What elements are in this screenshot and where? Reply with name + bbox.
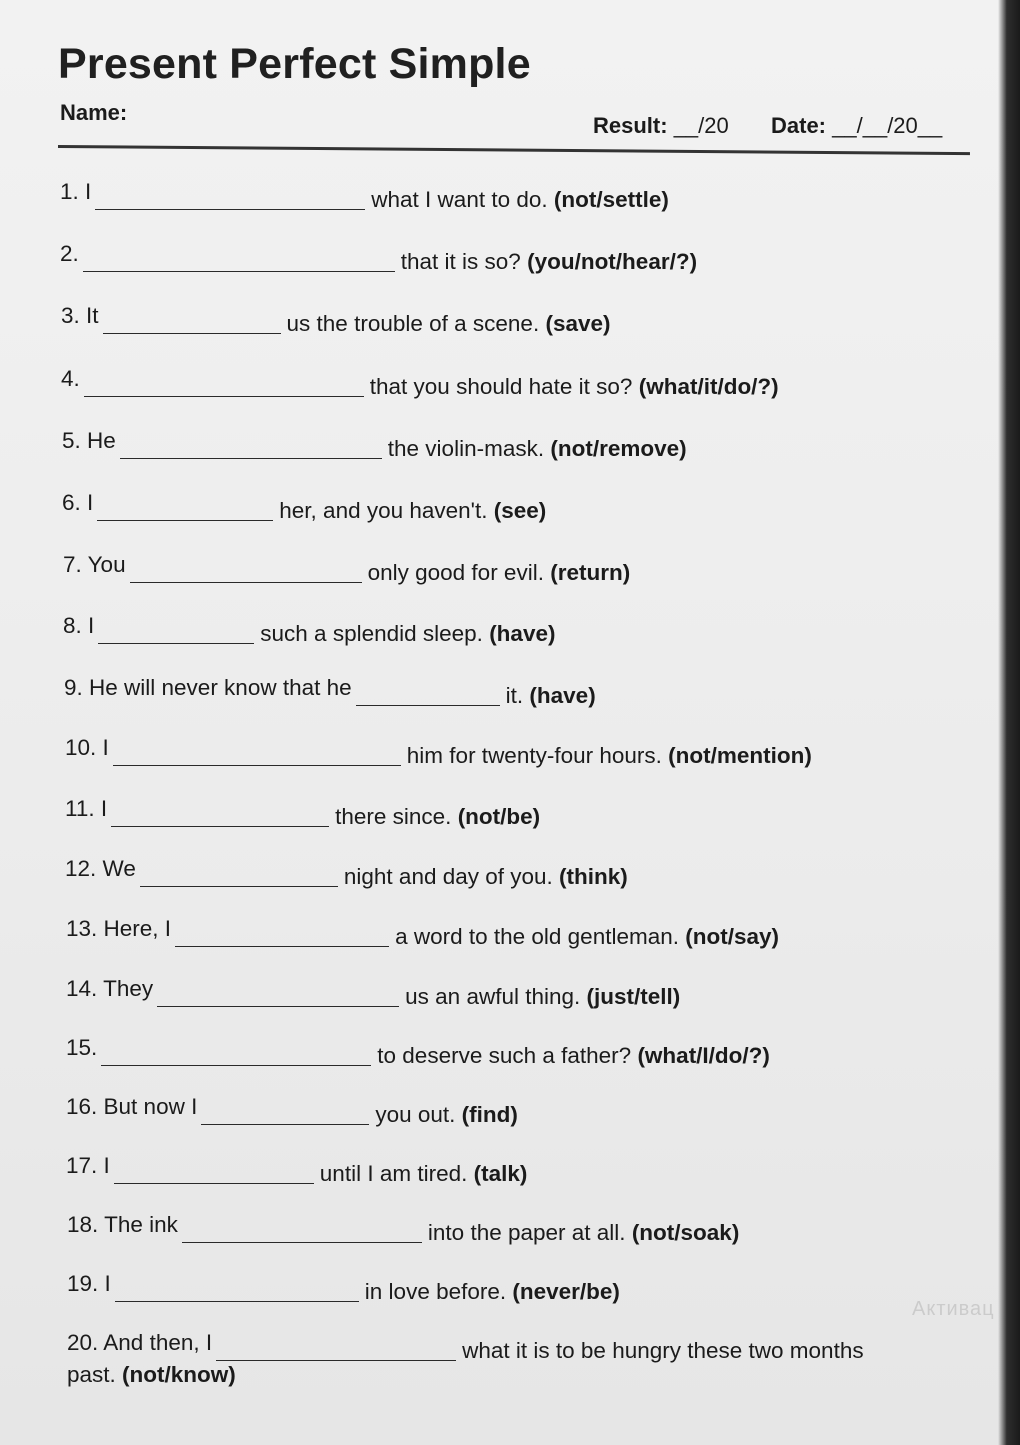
exercise-item — [66, 1152, 528, 1186]
date-value: __/__/20__ — [832, 113, 943, 138]
item-sentence-rest — [370, 373, 779, 401]
name-label: Name: — [60, 100, 128, 125]
item-number: 15. — [66, 1035, 98, 1060]
answer-blank[interactable] — [114, 1159, 314, 1184]
answer-blank[interactable] — [98, 619, 254, 644]
date-label: Date: — [771, 113, 827, 138]
exercise-item — [60, 240, 698, 274]
item-trailing-text: until I am tired. — [319, 1161, 468, 1186]
item-number: 6. — [62, 490, 81, 515]
item-lead-text: I — [97, 1153, 110, 1178]
item-trailing-text: such a splendid sleep. — [260, 621, 483, 646]
verb-hint: (what/it/do/?) — [632, 374, 779, 399]
item-sentence-rest — [377, 1042, 770, 1070]
result-value: __/20 — [673, 113, 729, 138]
answer-blank[interactable] — [356, 681, 500, 706]
verb-hint: (not/say) — [679, 924, 780, 949]
item-lead-text: I — [98, 1271, 111, 1296]
verb-hint: (return) — [543, 560, 631, 585]
verb-hint: (have) — [482, 621, 556, 646]
answer-blank[interactable] — [120, 434, 382, 459]
item-lead-text: He — [80, 428, 116, 453]
item-prefix — [62, 427, 116, 455]
item-lead-text: But now I — [97, 1094, 198, 1119]
item-prefix — [61, 302, 99, 330]
item-prefix — [61, 365, 80, 393]
item-lead-text: It — [79, 303, 99, 328]
item-lead-text: I — [81, 613, 95, 638]
exercise-item — [67, 1329, 864, 1363]
result-date-line — [593, 113, 942, 139]
item-trailing-text: the violin-mask. — [387, 436, 545, 461]
exercise-item — [63, 551, 631, 585]
item-number: 8. — [63, 613, 82, 638]
item-sentence-rest — [371, 186, 669, 214]
exercise-item — [63, 612, 556, 646]
answer-blank[interactable] — [111, 802, 329, 827]
verb-hint: (not/settle) — [547, 187, 669, 212]
item-trailing-text: us an awful thing. — [405, 984, 581, 1009]
answer-blank[interactable] — [157, 982, 399, 1007]
item-sentence-rest — [405, 983, 680, 1011]
exercise-item — [65, 734, 812, 768]
item-sentence-rest — [388, 435, 687, 463]
item-20-continuation — [67, 1362, 236, 1388]
item-prefix — [63, 612, 94, 640]
verb-hint: (you/not/hear/?) — [520, 249, 698, 274]
item-lead-text: I — [94, 796, 108, 821]
item-trailing-text: only good for evil. — [367, 560, 544, 585]
item-number: 14. — [66, 976, 98, 1001]
item-trailing-text: there since. — [335, 804, 452, 829]
answer-blank[interactable] — [101, 1041, 371, 1066]
exercise-item — [60, 178, 669, 212]
worksheet-title: Present Perfect Simple — [58, 40, 531, 88]
verb-hint: (not/remove) — [544, 436, 687, 461]
item-prefix — [64, 674, 352, 702]
verb-hint: (just/tell) — [580, 984, 681, 1009]
answer-blank[interactable] — [97, 496, 273, 521]
exercise-item — [66, 975, 681, 1009]
item-lead-text: He will never know that he — [82, 675, 352, 700]
item-number: 3. — [61, 303, 80, 328]
item-sentence-rest — [335, 803, 540, 831]
header-divider — [58, 145, 970, 155]
verb-hint: (not/be) — [451, 804, 541, 829]
item-trailing-text: us the trouble of a scene. — [286, 311, 540, 336]
item-number: 7. — [63, 552, 82, 577]
exercise-item — [66, 915, 780, 949]
item-trailing-text: night and day of you. — [343, 864, 553, 889]
item-number: 13. — [66, 916, 98, 941]
answer-blank[interactable] — [83, 247, 395, 272]
exercise-item — [67, 1270, 620, 1304]
item-sentence-rest — [320, 1160, 528, 1188]
verb-hint: (think) — [552, 864, 628, 889]
item-number: 10. — [65, 735, 97, 760]
item-sentence-rest — [506, 682, 596, 710]
item-prefix — [66, 975, 153, 1003]
item-trailing-text: her, and you haven't. — [279, 498, 488, 523]
exercise-item — [61, 365, 779, 399]
item-number: 18. — [67, 1212, 99, 1237]
verb-hint: (see) — [487, 498, 547, 523]
item-sentence-rest — [260, 620, 555, 648]
item-sentence-rest — [368, 559, 631, 587]
item-lead-text: We — [96, 856, 136, 881]
item-trailing-text: that you should hate it so? — [369, 374, 633, 399]
verb-hint: (not/soak) — [625, 1220, 740, 1245]
item-prefix — [66, 1093, 197, 1121]
item-number: 12. — [65, 856, 97, 881]
item-prefix — [60, 240, 79, 268]
item-trailing-text: it. — [505, 683, 524, 708]
item-lead-text: The ink — [98, 1212, 178, 1237]
answer-blank[interactable] — [201, 1100, 369, 1125]
item-number: 5. — [62, 428, 81, 453]
verb-hint: (have) — [523, 683, 596, 708]
item-prefix — [66, 1152, 110, 1180]
verb-hint: (save) — [539, 311, 611, 336]
answer-blank[interactable] — [103, 309, 281, 334]
item-prefix — [63, 551, 126, 579]
item-trailing-text: him for twenty-four hours. — [406, 743, 662, 768]
item-sentence-rest — [395, 923, 779, 951]
item-trailing-text: into the paper at all. — [427, 1220, 626, 1245]
answer-blank[interactable] — [113, 741, 401, 766]
exercise-item — [66, 1093, 518, 1127]
item-trailing-text: in love before. — [364, 1279, 507, 1304]
item-sentence-rest — [287, 310, 611, 338]
item-trailing-text: that it is so? — [400, 249, 521, 274]
item-prefix — [67, 1211, 178, 1239]
item-lead-text: I — [80, 490, 94, 515]
watermark: Активац — [912, 1298, 995, 1320]
item-prefix — [66, 1034, 97, 1062]
answer-blank[interactable] — [216, 1336, 456, 1361]
answer-blank[interactable] — [84, 372, 364, 397]
item-trailing-text: what it is to be hungry these two months — [462, 1338, 864, 1363]
exercise-item — [67, 1211, 740, 1245]
item-number: 20. — [67, 1330, 99, 1355]
item-sentence-rest — [365, 1278, 620, 1306]
exercise-item — [61, 302, 611, 336]
item-prefix — [67, 1270, 111, 1298]
item-lead-text: I — [96, 735, 109, 760]
verb-hint: (what/I/do/?) — [631, 1043, 770, 1068]
item-sentence-rest — [428, 1219, 739, 1247]
item-lead-text: They — [97, 976, 154, 1001]
answer-blank[interactable] — [130, 558, 362, 583]
item-prefix — [67, 1329, 212, 1357]
result-label: Result: — [593, 113, 668, 138]
item-sentence-rest — [344, 863, 628, 891]
item-lead-text: You — [81, 552, 126, 577]
exercise-item — [62, 489, 547, 523]
continuation-verb-hint: (not/know) — [122, 1362, 236, 1387]
item-sentence-rest — [401, 248, 697, 276]
exercise-item — [65, 795, 541, 829]
answer-blank[interactable] — [140, 862, 338, 887]
answer-blank[interactable] — [175, 922, 389, 947]
item-prefix — [60, 178, 91, 206]
item-lead-text: Here, I — [97, 916, 172, 941]
item-number: 11. — [65, 796, 95, 821]
item-trailing-text: a word to the old gentleman. — [395, 924, 679, 949]
item-number: 17. — [66, 1153, 98, 1178]
verb-hint: (never/be) — [506, 1279, 620, 1304]
exercise-item — [66, 1034, 770, 1068]
answer-blank[interactable] — [95, 185, 365, 210]
item-prefix — [66, 915, 171, 943]
item-sentence-rest — [279, 497, 546, 525]
verb-hint: (talk) — [467, 1161, 528, 1186]
item-sentence-rest — [407, 742, 812, 770]
item-prefix — [65, 795, 107, 823]
item-trailing-text: what I want to do. — [371, 187, 548, 212]
item-sentence-rest — [375, 1101, 518, 1129]
item-lead-text: I — [78, 179, 92, 204]
item-number: 4. — [61, 366, 80, 391]
screen-edge — [998, 0, 1020, 1445]
item-number: 9. — [64, 675, 83, 700]
exercise-item — [62, 427, 687, 461]
exercise-item — [64, 674, 596, 708]
continuation-text: past. — [67, 1362, 116, 1387]
item-prefix — [65, 855, 136, 883]
answer-blank[interactable] — [182, 1218, 422, 1243]
exercise-item — [65, 855, 628, 889]
item-number: 16. — [66, 1094, 98, 1119]
answer-blank[interactable] — [115, 1277, 359, 1302]
item-sentence-rest — [462, 1337, 863, 1365]
verb-hint: (not/mention) — [661, 743, 812, 768]
item-trailing-text: to deserve such a father? — [377, 1043, 632, 1068]
item-number: 2. — [60, 241, 79, 266]
item-prefix — [65, 734, 109, 762]
item-prefix — [62, 489, 93, 517]
verb-hint: (find) — [455, 1102, 518, 1127]
item-lead-text: And then, I — [98, 1330, 213, 1355]
item-trailing-text: you out. — [375, 1102, 456, 1127]
item-number: 19. — [67, 1271, 99, 1296]
item-number: 1. — [60, 179, 79, 204]
